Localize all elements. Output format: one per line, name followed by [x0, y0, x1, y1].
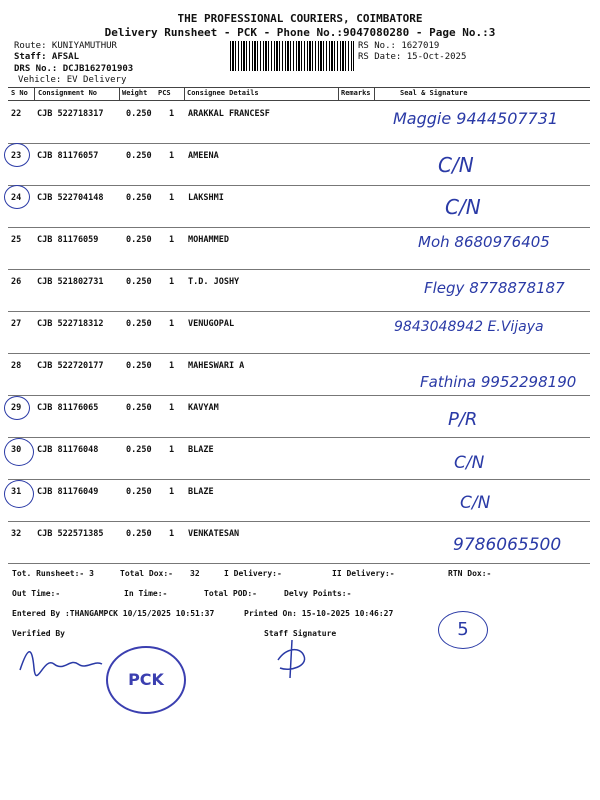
drs-number: DRS No.: DCJB162701903	[14, 64, 134, 74]
row-consignment: CJB 522720177	[37, 361, 104, 371]
row-weight: 0.250	[126, 361, 152, 371]
row-weight: 0.250	[126, 193, 152, 203]
row-consignee: ARAKKAL FRANCESF	[188, 109, 270, 119]
table-row	[8, 185, 590, 228]
col-weight: Weight	[122, 89, 148, 97]
table-row	[8, 395, 590, 438]
col-divider	[338, 88, 339, 100]
table-row	[8, 311, 590, 354]
barcode-icon	[230, 41, 354, 71]
col-divider	[119, 88, 120, 100]
row-sno: 30	[11, 445, 22, 455]
circle-mark-icon	[4, 185, 30, 209]
row-weight: 0.250	[126, 151, 152, 161]
col-divider	[184, 88, 185, 100]
in-time: In Time:-	[124, 589, 168, 598]
row-consignment: CJB 522704148	[37, 193, 104, 203]
row-sno: 31	[11, 487, 22, 497]
row-signature: 9843048942 E.Vijaya	[394, 319, 544, 335]
table-row	[8, 521, 590, 564]
row-sno: 29	[11, 403, 22, 413]
col-consignment: Consignment No	[38, 89, 98, 97]
col-consignee: Consignee Details	[187, 89, 259, 97]
row-sno: 22	[11, 109, 22, 119]
row-consignee: KAVYAM	[188, 403, 219, 413]
row-sno: 28	[11, 361, 22, 371]
row-consignee: T.D. JOSHY	[188, 277, 240, 287]
row-pcs: 1	[169, 445, 175, 455]
row-signature: Maggie 9444507731	[393, 109, 559, 128]
row-pcs: 1	[169, 319, 175, 329]
row-pcs: 1	[169, 193, 175, 203]
entered-by: Entered By :THANGAMPCK 10/15/2025 10:51:37	[12, 609, 215, 618]
total-pod: Total POD:-	[204, 589, 257, 598]
row-consignment: CJB 81176065	[37, 403, 99, 413]
row-signature: C/N	[445, 195, 481, 219]
row-weight: 0.250	[126, 445, 152, 455]
row-consignment: CJB 81176048	[37, 445, 99, 455]
vehicle-label: Vehicle: EV Delivery	[18, 75, 127, 85]
row-signature: P/R	[448, 409, 478, 430]
rtn-dox: RTN Dox:-	[448, 569, 492, 578]
total-dox-value: 32	[190, 569, 200, 578]
row-consignment: CJB 522571385	[37, 529, 104, 539]
col-seal-signature: Seal & Signature	[400, 89, 468, 97]
row-weight: 0.250	[126, 487, 152, 497]
row-weight: 0.250	[126, 529, 152, 539]
delvy-points: Delvy Points:-	[284, 589, 352, 598]
staff-label: Staff: AFSAL	[14, 52, 80, 62]
tot-runsheet: Tot. Runsheet:- 3	[12, 569, 94, 578]
row-weight: 0.250	[126, 235, 152, 245]
row-pcs: 1	[169, 151, 175, 161]
col-remarks: Remarks	[341, 89, 371, 97]
row-sno: 25	[11, 235, 22, 245]
row-consignment: CJB 522718312	[37, 319, 104, 329]
circle-mark-icon	[4, 143, 30, 167]
row-pcs: 1	[169, 487, 175, 497]
row-pcs: 1	[169, 235, 175, 245]
row-signature: Fathina 9952298190	[420, 373, 577, 391]
row-pcs: 1	[169, 361, 175, 371]
row-consignee: VENUGOPAL	[188, 319, 235, 329]
verifier-signature-icon	[14, 640, 106, 680]
staff-signature-label: Staff Signature	[264, 629, 337, 638]
row-signature: Flegy 8778878187	[424, 279, 565, 297]
rs-number: RS No.: 1627019	[358, 41, 440, 51]
staff-signature-icon	[272, 638, 312, 682]
row-sno: 32	[11, 529, 22, 539]
circle-mark-icon	[4, 396, 30, 420]
row-sno: 27	[11, 319, 22, 329]
row-weight: 0.250	[126, 403, 152, 413]
row-weight: 0.250	[126, 277, 152, 287]
row-pcs: 1	[169, 109, 175, 119]
rs-date: RS Date: 15-Oct-2025	[358, 52, 467, 62]
row-sno: 23	[11, 151, 22, 161]
row-signature: 9786065500	[453, 535, 562, 555]
table-row	[8, 269, 590, 312]
row-pcs: 1	[169, 529, 175, 539]
table-row	[8, 479, 590, 522]
row-consignment: CJB 81176057	[37, 151, 99, 161]
circle-mark-icon	[4, 480, 34, 508]
row-consignment: CJB 521802731	[37, 277, 104, 287]
col-sno: S No	[11, 89, 28, 97]
runsheet-subtitle: Delivery Runsheet - PCK - Phone No.:9047080280 - Page No.:3	[104, 26, 496, 39]
table-row	[8, 227, 590, 270]
page-title: THE PROFESSIONAL COURIERS, COIMBATORE	[177, 12, 423, 25]
row-pcs: 1	[169, 403, 175, 413]
row-consignee: MOHAMMED	[188, 235, 229, 245]
circled-count: 5	[438, 611, 488, 649]
row-signature: C/N	[454, 453, 485, 473]
circle-mark-icon	[4, 438, 34, 466]
table-row	[8, 143, 590, 186]
row-consignment: CJB 522718317	[37, 109, 104, 119]
total-dox-label: Total Dox:-	[120, 569, 173, 578]
printed-on: Printed On: 15-10-2025 10:46:27	[244, 609, 394, 618]
table-row	[8, 437, 590, 480]
row-consignment: CJB 81176059	[37, 235, 99, 245]
col-divider	[374, 88, 375, 100]
row-signature: C/N	[460, 493, 491, 513]
row-sno: 24	[11, 193, 22, 203]
row-weight: 0.250	[126, 319, 152, 329]
row-consignee: LAKSHMI	[188, 193, 224, 203]
row-consignee: BLAZE	[188, 445, 214, 455]
ii-delivery: II Delivery:-	[332, 569, 395, 578]
out-time: Out Time:-	[12, 589, 61, 598]
row-signature: C/N	[438, 153, 474, 177]
row-signature: Moh 8680976405	[418, 233, 550, 251]
row-consignee: MAHESWARI A	[188, 361, 245, 371]
row-consignment: CJB 81176049	[37, 487, 99, 497]
row-consignee: AMEENA	[188, 151, 219, 161]
table-top-rule	[8, 87, 590, 88]
row-consignee: VENKATESAN	[188, 529, 240, 539]
row-consignee: BLAZE	[188, 487, 214, 497]
row-pcs: 1	[169, 277, 175, 287]
pck-stamp: PCK	[106, 646, 186, 714]
route-label: Route: KUNIYAMUTHUR	[14, 41, 117, 51]
col-divider	[34, 88, 35, 100]
verified-by: Verified By	[12, 629, 65, 638]
row-sno: 26	[11, 277, 22, 287]
row-weight: 0.250	[126, 109, 152, 119]
table-row	[8, 353, 590, 396]
table-row	[8, 101, 590, 144]
i-delivery: I Delivery:-	[224, 569, 282, 578]
col-pcs: PCS	[158, 89, 171, 97]
